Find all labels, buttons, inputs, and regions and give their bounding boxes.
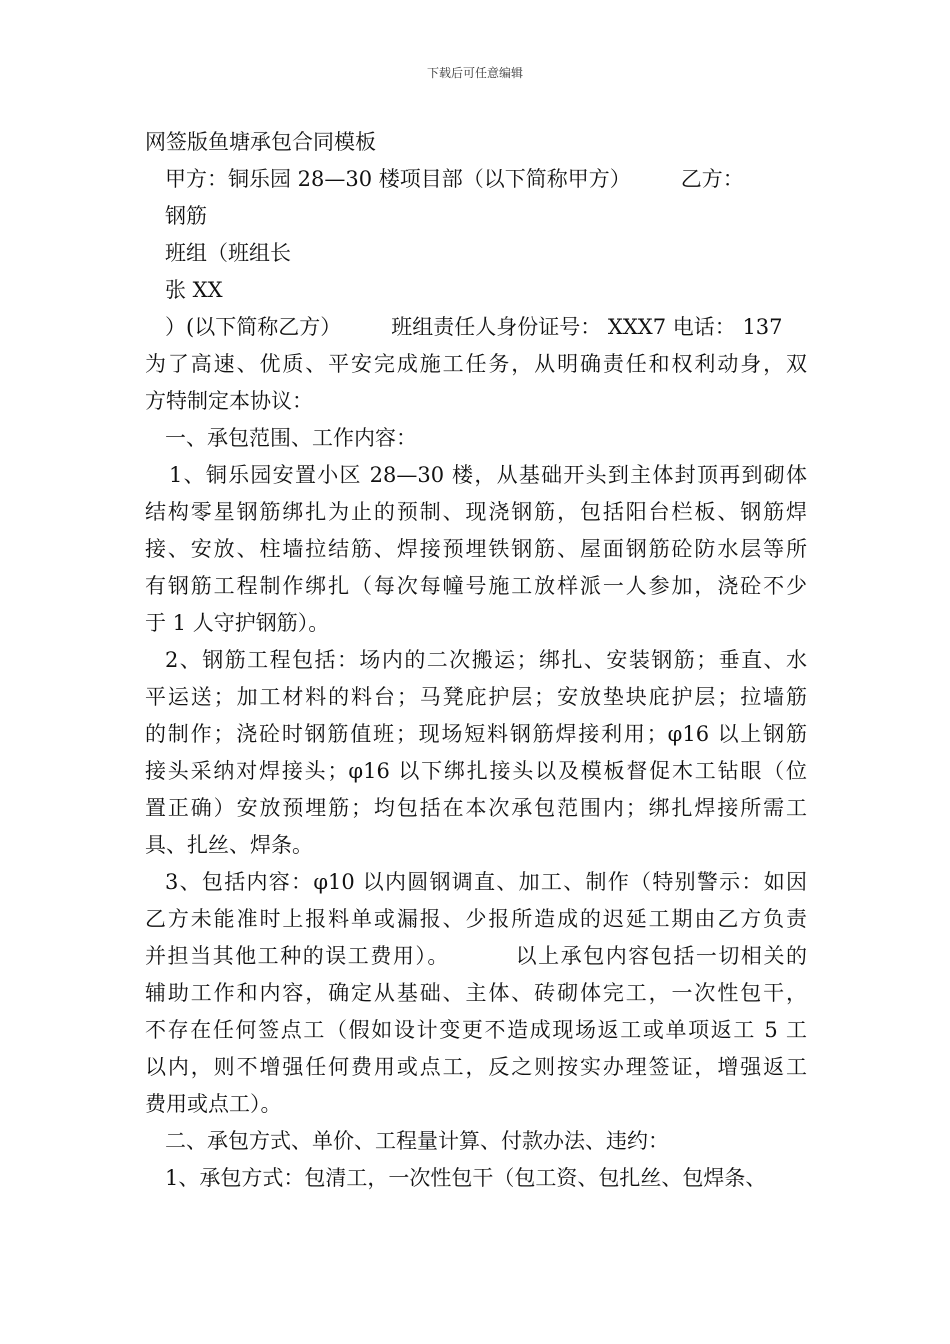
paragraph-line: 接、安放、柱墙拉结筋、焊接预埋铁钢筋、屋面钢筋砼防水层等所 — [145, 537, 807, 561]
id-line — [145, 309, 807, 346]
paragraph-line: 3、包括内容：φ10 以内圆钢调直、加工、制作（特别警示：如因 — [165, 870, 807, 894]
paragraph-line: 并担当其他工种的误工费用）。 以上承包内容包括一切相关的 — [145, 944, 807, 968]
intro-line: 方特制定本协议： — [145, 389, 313, 413]
paragraph-line: 2、钢筋工程包括：场内的二次搬运；绑扎、安装钢筋；垂直、水 — [165, 648, 807, 672]
paragraph-line: 平运送；加工材料的料台；马凳庇护层；安放垫块庇护层；拉墙筋 — [145, 685, 807, 709]
section-heading: 一、承包范围、工作内容： — [165, 426, 417, 450]
party-b-label: 乙方： — [680, 167, 744, 191]
document-body — [145, 124, 807, 1197]
page-header-note: 下载后可任意编辑 — [426, 66, 523, 80]
section-heading: 二、承包方式、单价、工程量计算、付款办法、违约： — [165, 1129, 669, 1153]
paragraph-line: 以内，则不增强任何费用或点工，反之则按实办理签证，增强返工 — [145, 1055, 807, 1079]
paragraph-line: 不存在任何签点工（假如设计变更不造成现场返工或单项返工 5 工 — [145, 1018, 807, 1042]
intro-line: 为了高速、优质、平安完成施工任务，从明确责任和权利动身，双 — [145, 352, 807, 376]
paragraph-line: 1、铜乐园安置小区 28—30 楼，从基础开头到主体封顶再到砌体 — [169, 463, 807, 487]
paragraph-line: 结构零星钢筋绑扎为止的预制、现浇钢筋，包括阳台栏板、钢筋焊 — [145, 500, 807, 524]
paragraph-line: 辅助工作和内容，确定从基础、主体、砖砌体完工，一次性包干， — [145, 981, 807, 1005]
id-line-part2: 班组责任人身份证号： XXX7 电话： 137 — [391, 315, 783, 339]
paragraph-line: 的制作；浇砼时钢筋值班；现场短料钢筋焊接利用；φ16 以上钢筋 — [145, 722, 807, 746]
paragraph-line: 费用或点工）。 — [145, 1092, 282, 1116]
paragraph-line: 有钢筋工程制作绑扎（每次每幢号施工放样派一人参加，浇砼不少 — [145, 574, 807, 598]
party-b-line: 钢筋 — [165, 204, 207, 228]
id-line-part1: ）(以下简称乙方） — [165, 315, 342, 339]
paragraph-line: 于 1 人守护钢筋）。 — [145, 611, 330, 635]
party-line — [145, 161, 807, 198]
paragraph-line: 具、扎丝、焊条。 — [145, 833, 313, 857]
paragraph-line: 乙方未能准时上报料单或漏报、少报所造成的迟延工期由乙方负责 — [145, 907, 807, 931]
paragraph-line: 置正确）安放预埋筋；均包括在本次承包范围内；绑扎焊接所需工 — [145, 796, 807, 820]
paragraph-line: 1、承包方式：包清工，一次性包干（包工资、包扎丝、包焊条、 — [165, 1166, 767, 1190]
party-b-line: 班组（班组长 — [165, 241, 291, 265]
party-b-line: 张 XX — [165, 278, 223, 302]
document-title: 网签版鱼塘承包合同模板 — [145, 130, 376, 154]
party-a-text: 甲方：铜乐园 28—30 楼项目部（以下简称甲方） — [165, 167, 631, 191]
paragraph-line: 接头采纳对焊接头；φ16 以下绑扎接头以及模板督促木工钻眼（位 — [145, 759, 807, 783]
